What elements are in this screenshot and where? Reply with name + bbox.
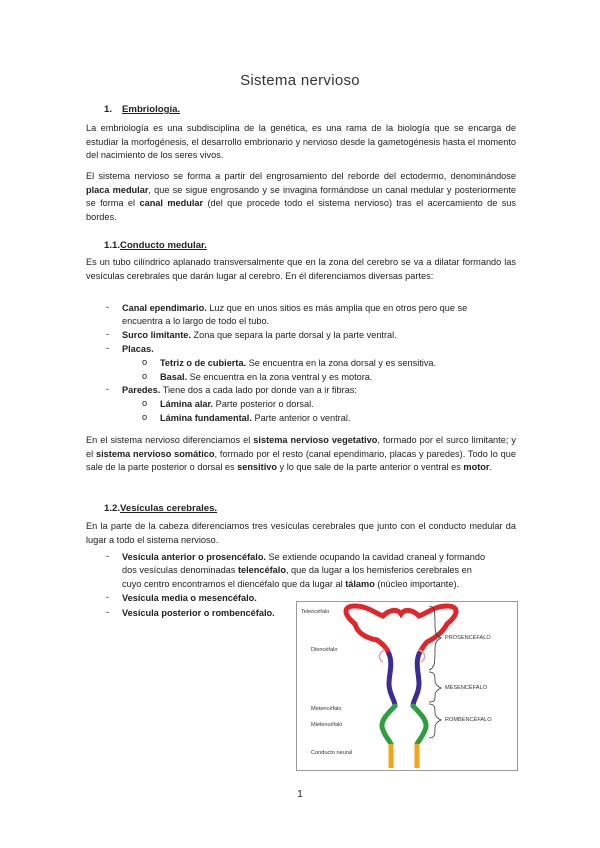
list-item-prosencefalo: Vesícula anterior o prosencéfalo. Se extiende ocupando la cavidad craneal y formando bbox=[122, 552, 486, 562]
paragraph-conducto: Es un tubo cilíndrico aplanado transversalmente que en la zona del cerebro se va a dilatar formando las vesículas cerebrales que darán lugar al cerebro. En él diferenciamos diversas partes: bbox=[86, 257, 516, 281]
list-dash: - bbox=[106, 343, 110, 353]
paragraph-vesiculas: En la parte de la cabeza diferenciamos tres vesículas cerebrales que junto con el conducto medular da lugar a todo el sistema nervioso. bbox=[86, 521, 516, 545]
rombencefalo-shape-left bbox=[382, 706, 395, 744]
list-item-prosencefalo-cont: dos vesículas denominadas telencéfalo, que da lugar a los hemisferios cerebrales en bbox=[122, 565, 472, 575]
paragraph-sistemas: En el sistema nervioso diferenciamos el sistema nervioso vegetativo, formado por el surco limitante; y el sistema nervioso somático, formado por el resto (canal ependimario, placas y paredes). Todo lo que sale de la parte posterior o dorsal es sensitivo y lo que sale de la parte anterior o ventral es motor. bbox=[86, 435, 516, 472]
mesencefalo-shape-right bbox=[413, 654, 419, 706]
brace-rombencefalo bbox=[429, 704, 441, 738]
section-number: 1.2. bbox=[104, 503, 121, 514]
list-item-placas: Placas. bbox=[122, 344, 154, 354]
section-1-1-heading bbox=[104, 240, 207, 251]
telencefalo-shape bbox=[346, 606, 456, 654]
list-item-paredes: Paredes. Tiene dos a cada lado por donde van a ir fibras: bbox=[122, 385, 357, 395]
label-metencefalo: Metencéfalo bbox=[311, 706, 342, 712]
list-dash: - bbox=[106, 551, 110, 561]
list-bullet: o bbox=[142, 357, 148, 367]
list-dash: - bbox=[106, 607, 110, 617]
list-item-canal: Canal ependimario. Luz que en unos sitios es más amplia que en otros pero que se bbox=[122, 303, 468, 313]
section-label: Vesículas cerebrales. bbox=[120, 503, 218, 514]
list-bullet: o bbox=[142, 371, 148, 381]
label-mesencefalo: MESENCÉFALO bbox=[445, 685, 487, 691]
list-item-canal-cont: encuentra a lo largo de todo el tubo. bbox=[122, 316, 270, 326]
list-item-fundamental: Lámina fundamental. Parte anterior o ventral. bbox=[160, 413, 351, 423]
label-prosencefalo: PROSENCÉFALO bbox=[445, 635, 491, 641]
brace-mesencefalo bbox=[429, 672, 441, 702]
mesencefalo-shape-left bbox=[389, 654, 395, 706]
paragraph-formacion: El sistema nervioso se forma a partir del engrosamiento del reborde del ectodermo, denominándose placa medular, que se sigue engrosando y se invagina formándose un canal medular y posteriormente se forma el canal medular (del que procede todo el sistema nervioso) tras el acercamiento de sus bordes. bbox=[86, 171, 516, 222]
list-dash: - bbox=[106, 329, 110, 339]
rombencefalo-shape-right bbox=[413, 706, 426, 744]
diencefalo-shape-left bbox=[355, 624, 389, 654]
list-item-prosencefalo-cont2: cuyo centro encontramos el diencéfalo que da lugar al tálamo (núcleo importante). bbox=[122, 579, 460, 589]
paragraph-embriologia: La embriología es una subdisciplina de la genética, es una rama de la biología que se encarga de estudiar la morfogénesis, el desarrollo embrionario y nervioso desde la gametogénesis hasta el momento del nacimiento de los seres vivos. bbox=[86, 123, 516, 160]
list-dash: - bbox=[106, 302, 110, 312]
list-dash: - bbox=[106, 592, 110, 602]
label-telencefalo: Telencéfalo bbox=[301, 609, 330, 615]
section-label: Embriología. bbox=[122, 104, 181, 115]
label-conducto-neural: Conducto neural bbox=[311, 750, 353, 756]
list-bullet: o bbox=[142, 412, 148, 422]
label-diencefalo: Diencéfalo bbox=[311, 647, 338, 653]
document-title: Sistema nervioso bbox=[240, 72, 360, 89]
list-item-basal: Basal. Se encuentra en la zona ventral y es motora. bbox=[160, 372, 373, 382]
section-number: 1.1. bbox=[104, 240, 121, 251]
list-item-tetriz: Tetriz o de cubierta. Se encuentra en la zona dorsal y es sensitiva. bbox=[160, 358, 437, 368]
label-mielencefalo: Mielencéfalo bbox=[311, 722, 343, 728]
list-bullet: o bbox=[142, 398, 148, 408]
section-1-2-heading bbox=[104, 503, 217, 514]
section-label: Conducto medular. bbox=[120, 240, 207, 251]
list-item-mesencefalo: Vesícula media o mesencéfalo. bbox=[122, 593, 257, 603]
section-number: 1. bbox=[104, 104, 113, 115]
label-rombencefalo: ROMBENCÉFALO bbox=[445, 717, 492, 723]
conducto-neural-shape bbox=[391, 744, 417, 768]
list-dash: - bbox=[106, 384, 110, 394]
list-item-rombencefalo: Vesícula posterior o rombencéfalo. bbox=[122, 608, 275, 618]
section-1-heading bbox=[104, 104, 180, 115]
page-number: 1 bbox=[297, 789, 303, 800]
list-item-surco: Surco limitante. Zona que separa la parte dorsal y la parte ventral. bbox=[122, 330, 397, 340]
list-item-alar: Lámina alar. Parte posterior o dorsal. bbox=[160, 399, 314, 409]
vesiculas-diagram bbox=[296, 601, 518, 771]
